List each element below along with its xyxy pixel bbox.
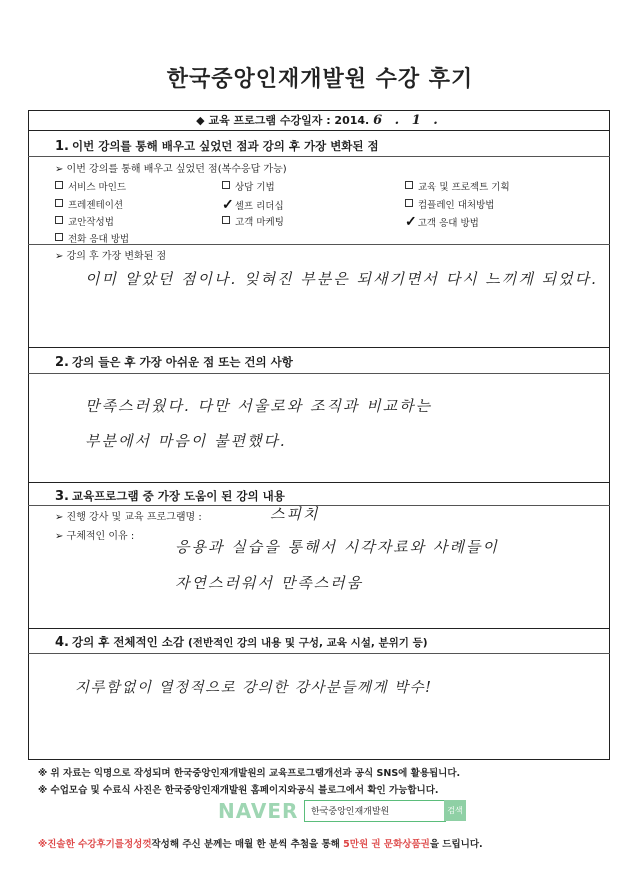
option-item [55, 231, 129, 245]
checkbox-icon [55, 181, 63, 189]
option-item [55, 197, 123, 211]
checkbox-icon [55, 233, 63, 241]
option-label: 고객 응대 방법 [417, 218, 479, 229]
section4-heading: 4. 강의 후 전체적인 소감 (전반적인 강의 내용 및 구성, 교육 시설, 분위기 등) [55, 635, 428, 650]
closing-part3: 작성해 주신 분께는 매월 한 분씩 추첨을 통해 [151, 839, 340, 850]
search-text: 한국중앙인재개발원 [311, 807, 390, 817]
option-item [222, 179, 275, 193]
section1-sub1: ➢ 이번 강의를 통해 배우고 싶었던 점(복수응답 가능) [55, 164, 287, 175]
option-item [222, 214, 284, 228]
checkbox-icon [405, 181, 413, 189]
section3-answer-line1: 응용과 실습을 통해서 시각자료와 사례들이 [175, 538, 499, 556]
closing-line [38, 836, 483, 850]
option-label: 전화 응대 방법 [68, 234, 130, 245]
option-item [222, 197, 284, 213]
section1-sub2: ➢ 강의 후 가장 변화된 점 [55, 251, 167, 262]
section2-answer-line1: 만족스러웠다. 다만 서울로와 조직과 비교하는 [85, 397, 433, 415]
section4-heading-detail: (전반적인 강의 내용 및 구성, 교육 시설, 분위기 등) [188, 637, 428, 649]
section3-heading: 3. 교육프로그램 중 가장 도움이 된 강의 내용 [55, 489, 285, 504]
section4-answer: 지루함없이 열정적으로 강의한 강사분들께게 박수! [75, 680, 433, 696]
search-box [304, 800, 446, 822]
check-mark-icon: ✓ [405, 214, 417, 230]
closing-part1: ※진솔한 수강후기를 [38, 839, 124, 850]
option-item [405, 214, 479, 230]
option-label: 교안작성법 [68, 217, 114, 228]
section2-answer-line2: 부분에서 마음이 불편했다. [85, 432, 287, 450]
date-label: ◆ 교육 프로그램 수강일자 : 2014. [196, 114, 370, 127]
option-label: 컴플레인 대처방법 [418, 200, 495, 211]
option-label: 상담 기법 [235, 182, 275, 193]
checkbox-icon [55, 199, 63, 207]
section3-sub1: ➢ 진행 강사 및 교육 프로그램명 : [55, 512, 202, 523]
footnote-2: ※ 수업모습 및 수료식 사진은 한국중앙인재개발원 홈페이지와공식 블로그에서 확인 가능합니다. [38, 785, 439, 796]
option-label: 서비스 마인드 [68, 182, 127, 193]
divider [28, 156, 610, 157]
option-item [55, 179, 126, 193]
checkbox-icon [405, 199, 413, 207]
section1-heading: 1. 이번 강의를 통해 배우고 싶었던 점과 강의 후 가장 변화된 점 [55, 139, 379, 154]
divider [28, 653, 610, 654]
option-label: 프레젠테이션 [68, 200, 124, 211]
date-handwritten: 6 . 1 . [373, 113, 442, 128]
footnote-1: ※ 위 자료는 익명으로 작성되며 한국중앙인재개발원의 교육프로그램개선과 공식 SNS에 활용됩니다. [38, 768, 461, 779]
closing-part4: 5만원 권 문화상품권 [343, 839, 430, 850]
naver-logo: NAVER [218, 799, 299, 823]
closing-part5: 을 드립니다. [429, 839, 483, 850]
section2-heading: 2. 강의 들은 후 가장 아쉬운 점 또는 건의 사항 [55, 355, 293, 370]
section-divider [28, 347, 610, 348]
section3-sub1-answer: 스피치 [270, 505, 320, 523]
section1-answer: 이미 알았던 점이나. 잊혀진 부분은 되새기면서 다시 느끼게 되었다. [85, 270, 598, 288]
section3-sub2: ➢ 구체적인 이유 : [55, 531, 135, 542]
page-title: 한국중앙인재개발원 수강 후기 [166, 67, 474, 92]
section3-answer-line2: 자연스러워서 만족스러움 [175, 574, 364, 592]
option-label: 셀프 리더십 [234, 201, 284, 212]
section-divider [28, 482, 610, 483]
option-item [405, 179, 510, 193]
date-row [28, 110, 610, 132]
section-divider [28, 628, 610, 629]
checkbox-icon [222, 216, 230, 224]
divider [28, 373, 610, 374]
option-item [55, 214, 114, 228]
option-item [405, 197, 494, 211]
checkbox-icon [55, 216, 63, 224]
option-label: 교육 및 프로젝트 기획 [418, 182, 510, 193]
divider [28, 244, 610, 245]
checkbox-icon [222, 181, 230, 189]
option-label: 고객 마케팅 [235, 217, 284, 228]
closing-part2: 정성껏 [123, 839, 152, 850]
check-mark-icon: ✓ [222, 197, 234, 213]
search-button: 검색 [444, 800, 466, 821]
